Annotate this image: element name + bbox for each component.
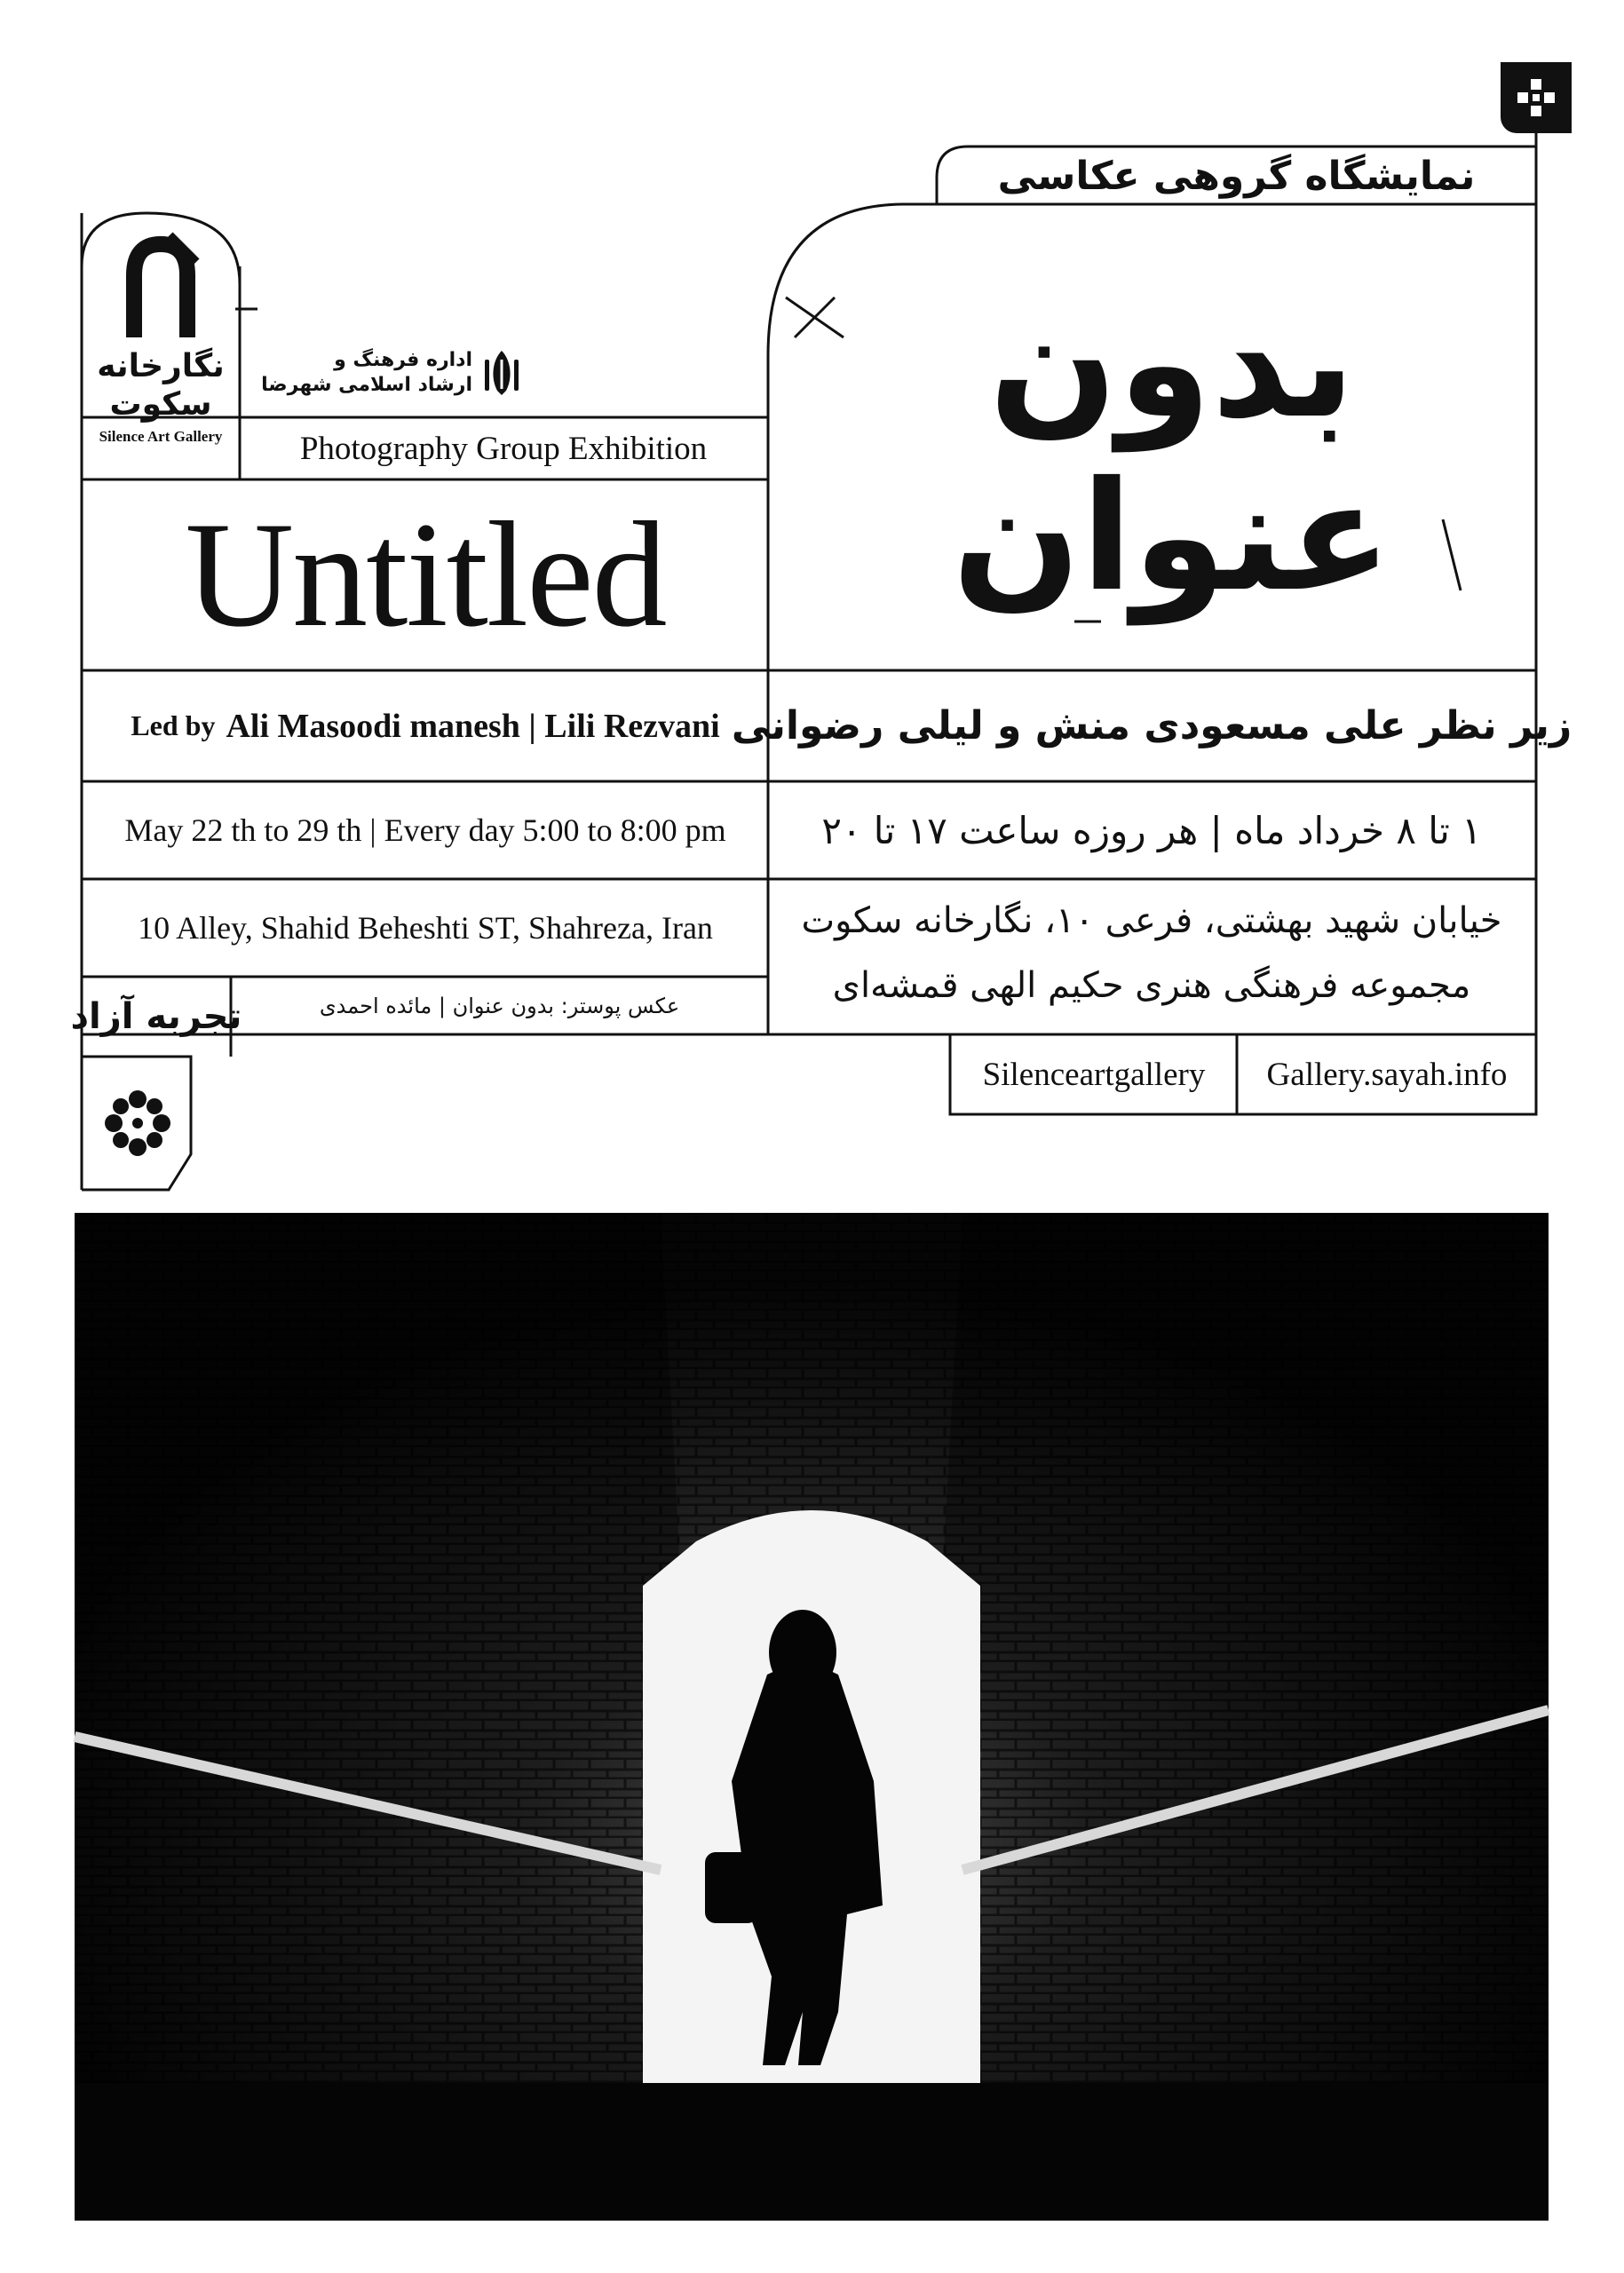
ministry-logo: [257, 342, 524, 404]
gallery-arch-icon: [85, 222, 236, 346]
curator-names-en: Ali Masoodi manesh | Lili Rezvani: [226, 707, 720, 745]
ministry-line1: اداره فرهنگ و: [334, 349, 472, 371]
credits-fa: زیر نظر علی مسعودی منش و لیلی رضوانی: [731, 703, 1573, 748]
poster-photo: [75, 1213, 1549, 2221]
fa-title-line1: بدون: [988, 276, 1356, 452]
ministry-line2: ارشاد اسلامی شهرضا: [261, 374, 472, 396]
gallery-fa-line1: نگارخانه: [97, 348, 225, 384]
address-fa: [771, 881, 1533, 1032]
instagram-link[interactable]: Silenceartgallery: [982, 1056, 1206, 1093]
gallery-en-name: Silence Art Gallery: [99, 428, 223, 445]
flower-ornament-icon: [98, 1083, 178, 1163]
en-subtitle: Photography Group Exhibition: [299, 430, 708, 467]
address-fa-line2: مجموعه فرهنگی هنری حکیم الهی قمشه‌ای: [832, 965, 1471, 1006]
address-fa-line1: خیابان شهید بهشتی، فرعی ۱۰، نگارخانه سکوت: [801, 900, 1502, 941]
poster-credit: عکس پوستر: بدون عنوان | مائده احمدی: [319, 993, 680, 1018]
credits-en: [84, 672, 766, 780]
address-en: 10 Alley, Shahid Beheshti ST, Shahreza, Iran: [138, 910, 713, 946]
iran-emblem-icon: [479, 346, 524, 400]
en-title: Untitled: [185, 491, 666, 658]
fa-title-line2: عنوان: [952, 449, 1392, 625]
schedule-en: May 22 th to 29 th | Every day 5:00 to 8:00 pm: [124, 812, 726, 848]
schedule-fa: ۱ تا ۸ خرداد ماه | هر روزه ساعت ۱۷ تا ۲۰: [821, 808, 1482, 852]
website-link[interactable]: Gallery.sayah.info: [1266, 1056, 1508, 1093]
corner-pattern-icon: [1501, 62, 1572, 133]
badge-free-experience: تجربه آزاد: [70, 996, 242, 1037]
led-by-label: Led by: [131, 709, 216, 741]
fa-subtitle: نمایشگاه گروهی عکاسی: [997, 153, 1476, 199]
gallery-logo: [85, 222, 236, 471]
gallery-fa-line2: سکوت: [109, 386, 212, 423]
